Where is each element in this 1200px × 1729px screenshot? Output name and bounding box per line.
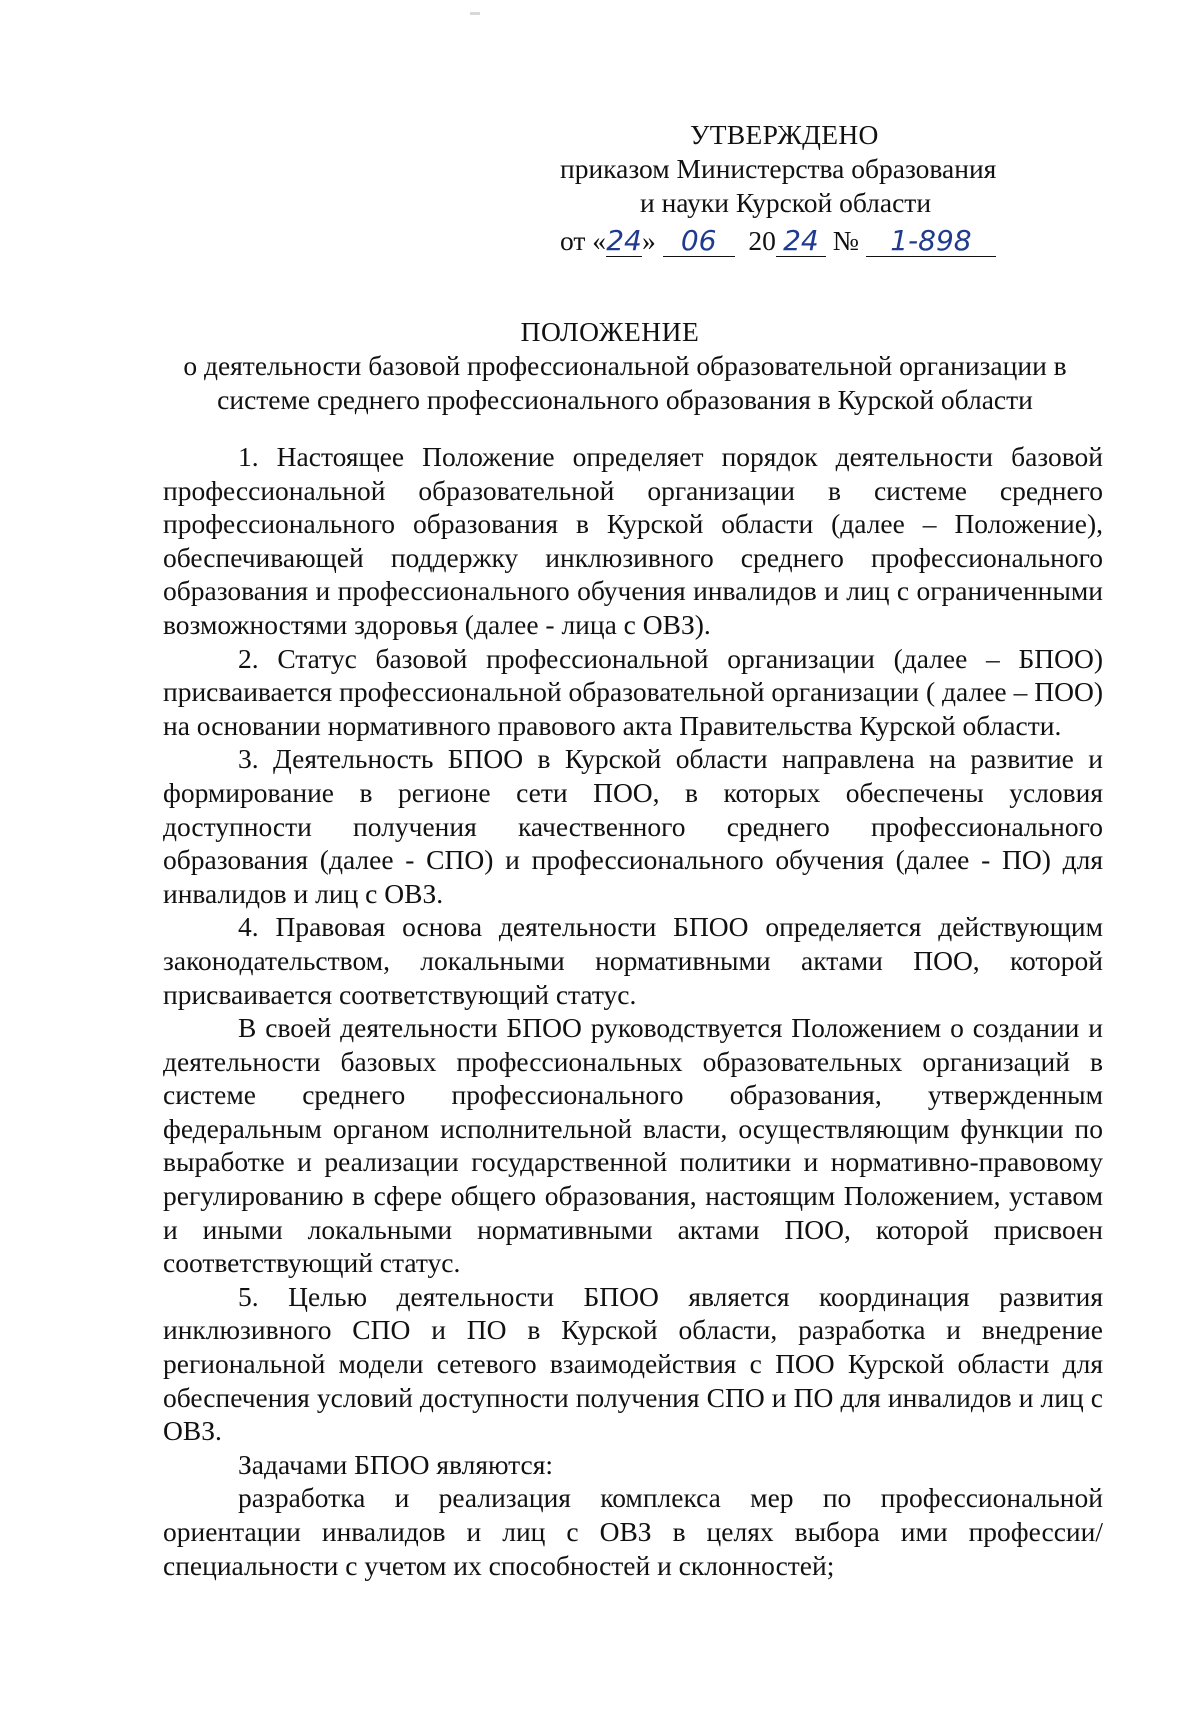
task-item-1: разработка и реализация комплекса мер по профессиональной ориентации инвалидов и лиц с ОВЗ в целях выбора ими профессии/специальности с учетом их способностей и склонностей; [163,1482,1103,1581]
document-subtitle-line-2: системе среднего профессионального образования в Курской области [217,384,1033,415]
paragraph-4: 4. Правовая основа деятельности БПОО определяется действующим законодательством, локальными нормативными актами ПОО, которой присваивается соответствующий статус. [163,911,1103,1010]
paragraph-3: 3. Деятельность БПОО в Курской области направлена на развитие и формирование в регионе сети ПОО, в которых обеспечены условия доступности получения качественного среднего профессионального образования (далее - СПО) и профессионального обучения (далее - ПО) для инвалидов и лиц с ОВЗ. [163,743,1103,909]
date-mid: » [642,225,656,256]
order-number: 1-898 [866,226,996,257]
paragraph-2: 2. Статус базовой профессиональной организации (далее – БПОО) присваивается профессиональной образовательной организации ( далее – ПОО) на основании нормативного правового акта Правительства Курской области. [163,642,1103,741]
approval-ministry-line: и науки Курской области [640,187,932,218]
approval-date-line [560,224,1100,258]
paragraph-4-continued: В своей деятельности БПОО руководствуется Положением о создании и деятельности базовых профессиональных образовательных организаций в системе среднего профессионального образования, утвержденным федеральным органом исполнительной власти, осуществляющим функции по выработке и реализации государственной политики и нормативно-правовому регулированию в сфере общего образования, настоящим Положением, уставом и иными локальными нормативными актами ПОО, которой присвоен соответствующий статус. [163,1012,1103,1279]
paragraph-5: 5. Целью деятельности БПОО является координация развития инклюзивного СПО и ПО в Курской области, разработка и внедрение региональной модели сетевого взаимодействия с ПОО Курской области для обеспечения условий доступности получения СПО и ПО для инвалидов и лиц с ОВЗ. [163,1280,1103,1447]
scan-artifact [470,12,480,15]
document-title: ПОЛОЖЕНИЕ [520,316,700,347]
date-year-prefix: 20 [748,225,776,256]
number-sign: № [832,225,860,256]
date-day: 24 [606,224,642,257]
approval-stamp-block [560,118,1100,258]
document-body [163,440,1103,1582]
document-subtitle-line-1: о деятельности базовой профессиональной образовательной организации в [183,350,1067,381]
approval-order-line: приказом Министерства образования [560,153,997,184]
paragraph-1: 1. Настоящее Положение определяет порядок деятельности базовой профессиональной образовательной организации в системе среднего профессионального образования в Курской области (далее – Положение), обеспечивающей поддержку инклюзивного среднего профессионального образования и профессионального обучения инвалидов и лиц с ограниченными возможностями здоровья (далее - лица с ОВЗ). [163,441,1103,640]
date-year: 24 [776,226,826,257]
date-prefix: от « [560,225,607,256]
document-heading [150,315,1100,417]
tasks-heading: Задачами БПОО являются: [238,1448,554,1480]
approval-title: УТВЕРЖДЕНО [690,119,879,150]
date-month: 06 [663,226,735,257]
